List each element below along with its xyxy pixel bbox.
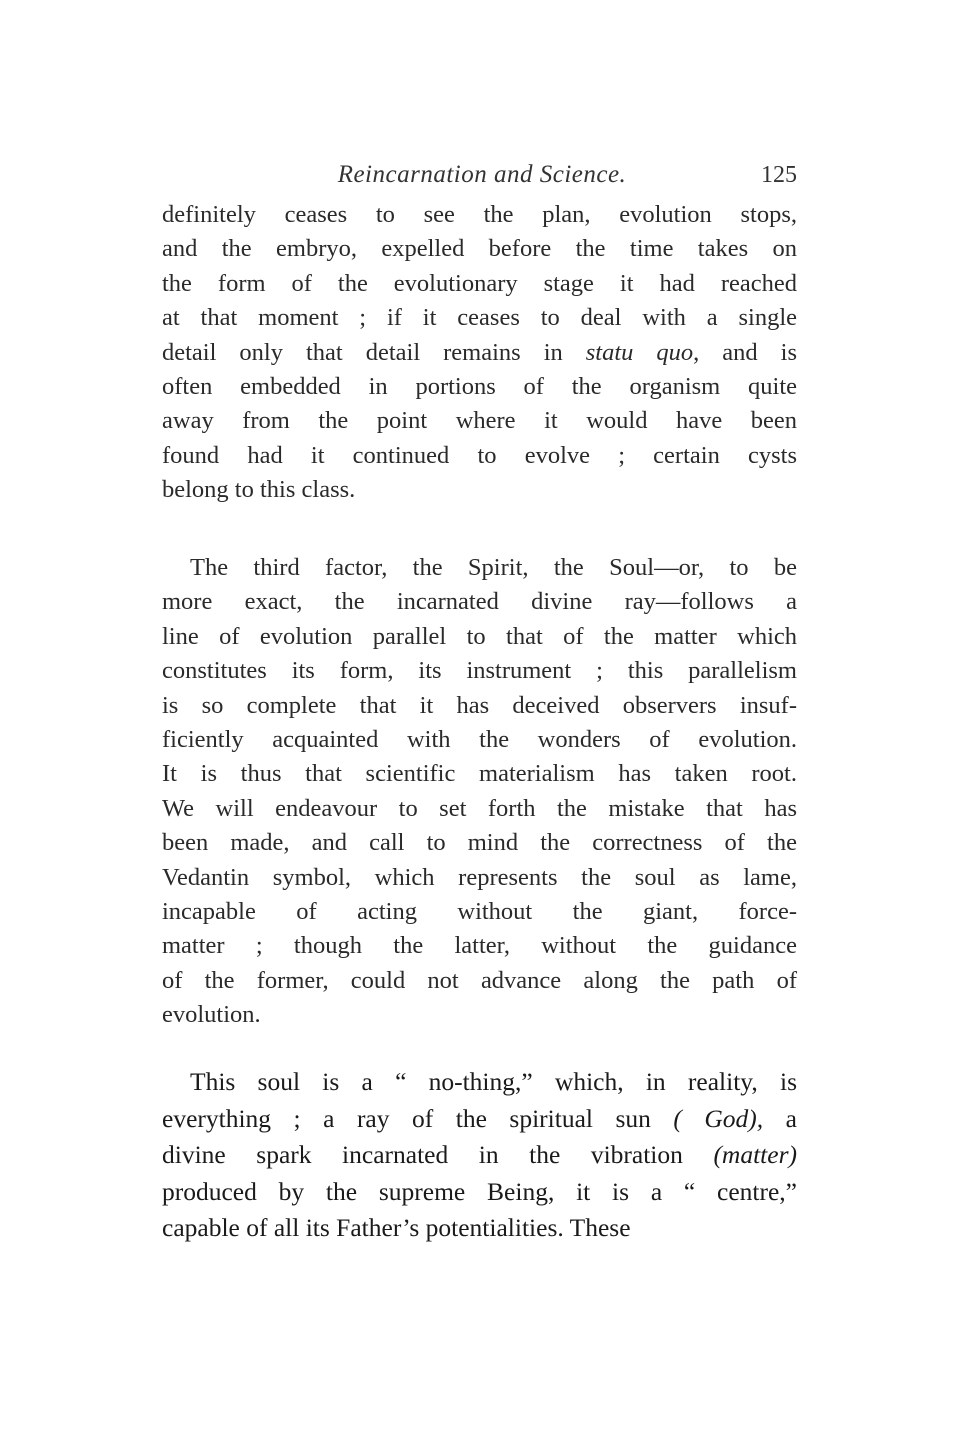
text-line	[162, 336, 797, 370]
text-line	[162, 473, 797, 507]
text-segment: often embedded in portions of the organism quite	[162, 372, 797, 400]
text-segment: a	[763, 1103, 797, 1133]
text-line	[162, 301, 797, 335]
text-segment: found had it continued to evolve ; certain cysts	[162, 441, 797, 469]
paragraph-2	[162, 551, 797, 1032]
text-segment: incapable of acting without the giant, force-	[162, 897, 797, 925]
text-segment: It is thus that scientific materialism has taken root.	[162, 760, 797, 788]
text-line	[162, 267, 797, 301]
text-segment: is so complete that it has deceived observers insuf-	[162, 691, 797, 719]
text-line	[162, 689, 797, 723]
text-line	[162, 792, 797, 826]
text-segment: capable of all its Father’s potentialities. These	[162, 1213, 631, 1243]
text-segment: belong to this class.	[162, 476, 356, 504]
text-line	[162, 861, 797, 895]
text-segment: The third factor, the Spirit, the Soul—or, to be	[190, 554, 797, 581]
text-line	[162, 1174, 797, 1211]
italic-text: statu quo	[585, 338, 694, 366]
text-line	[162, 551, 797, 585]
italic-text: (matter)	[713, 1140, 797, 1170]
text-line	[162, 1137, 797, 1174]
text-line	[162, 895, 797, 929]
text-segment: Vedantin symbol, which represents the soul as lame,	[162, 863, 797, 891]
text-segment: more exact, the incarnated divine ray—follows a	[162, 588, 797, 616]
text-line	[162, 998, 797, 1032]
page-header	[162, 160, 797, 190]
text-line	[162, 1210, 797, 1247]
text-line	[162, 723, 797, 757]
text-segment: detail only that detail remains in	[162, 338, 586, 366]
text-line	[162, 757, 797, 791]
paragraph-3	[162, 1064, 797, 1247]
text-line	[162, 198, 797, 232]
text-line	[162, 929, 797, 963]
italic-text: ( God),	[673, 1103, 764, 1133]
text-line	[162, 826, 797, 860]
text-line	[162, 1101, 797, 1138]
paragraph-1	[162, 198, 797, 508]
text-segment: line of evolution parallel to that of the matter which	[162, 622, 797, 650]
text-segment: , and is	[693, 338, 797, 366]
text-segment: produced by the supreme Being, it is a “ centre,”	[162, 1176, 797, 1206]
text-segment: away from the point where it would have been	[162, 407, 797, 435]
text-line	[162, 585, 797, 619]
text-segment: evolution.	[162, 1001, 261, 1029]
text-segment: definitely ceases to see the plan, evolution stops,	[162, 201, 797, 228]
text-segment: been made, and call to mind the correctness of the	[162, 829, 797, 857]
text-line	[162, 232, 797, 266]
text-segment: matter ; though the latter, without the guidance	[162, 932, 797, 960]
text-segment: the form of the evolutionary stage it had reached	[162, 269, 797, 297]
text-segment: of the former, could not advance along the path of	[162, 966, 797, 994]
text-line	[162, 654, 797, 688]
running-title: Reincarnation and Science.	[337, 161, 627, 188]
text-segment: We will endeavour to set forth the mistake that has	[162, 794, 797, 822]
text-segment: everything ; a ray of the spiritual sun	[162, 1103, 674, 1133]
text-line	[162, 370, 797, 404]
text-line	[162, 1064, 797, 1101]
text-segment: at that moment ; if it ceases to deal with a single	[162, 304, 797, 332]
text-line	[162, 439, 797, 473]
page-number: 125	[761, 162, 797, 188]
text-segment: This soul is a “ no-thing,” which, in reality, is	[190, 1067, 797, 1096]
text-line	[162, 964, 797, 998]
text-line	[162, 404, 797, 438]
text-segment: ficiently acquainted with the wonders of evolution.	[162, 725, 797, 753]
text-segment: and the embryo, expelled before the time takes on	[162, 235, 797, 263]
text-line	[162, 620, 797, 654]
text-segment: constitutes its form, its instrument ; this parallelism	[162, 657, 797, 685]
text-segment: divine spark incarnated in the vibration	[162, 1140, 714, 1170]
